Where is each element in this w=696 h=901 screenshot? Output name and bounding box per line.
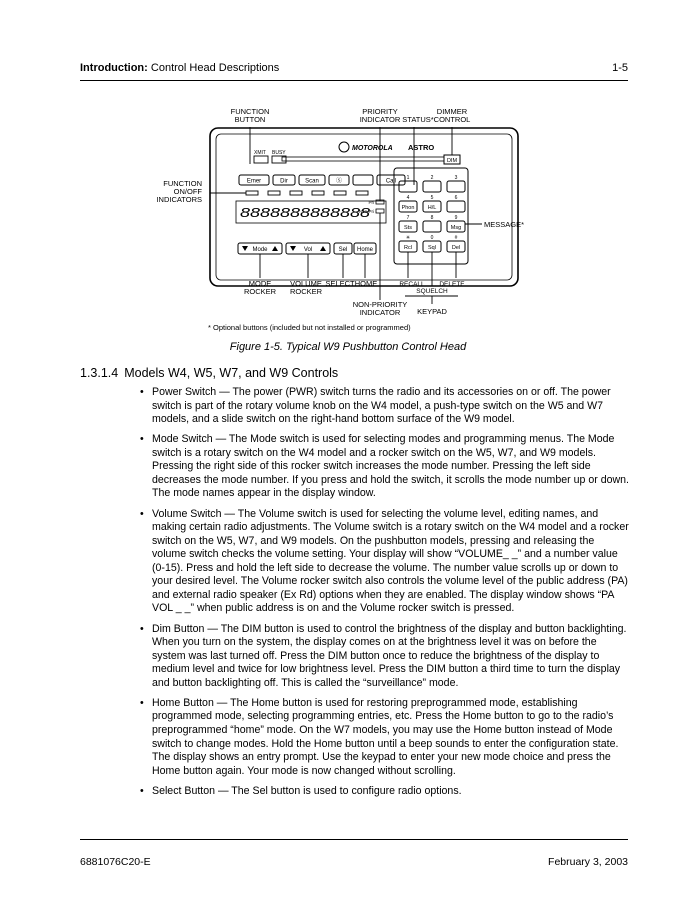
doc-number: 6881076C20-E [80,856,151,868]
btn-label-call: Call [385,178,397,185]
btn-label-vol: Vol [303,247,313,253]
mode-up-arrow-icon [272,246,278,251]
btn-label-home: Home [356,247,374,253]
header-rule [80,80,628,81]
key-label-4: Phon [401,205,415,211]
panel-display: 8888888888888 [240,205,372,220]
key-8 [423,221,441,232]
key-num-0: 0 [430,235,434,241]
label-function-onoff-3: INDICATORS [156,195,202,204]
label-function-onoff-2: ON/OFF [173,187,202,196]
btn-label-scan-list: Ⓢ [335,178,343,185]
figure-footnote: * Optional buttons (included but not installed or programmed) [208,323,411,332]
label-mode-rocker-2: ROCKER [243,287,277,296]
key-num-4: 4 [406,195,410,201]
running-title-subsection: Control Head Descriptions [150,62,280,74]
mode-down-arrow-icon [242,246,248,251]
footer-rule [80,839,628,840]
label-message: MESSAGE* [484,220,525,229]
panel-brand: MOTOROLA [352,145,393,152]
panel-non-pri: Non Pri [358,209,374,214]
key-num-9: 9 [454,215,458,221]
label-recall: RECALL [399,281,425,288]
label-volume-rocker-1: VOLUME [290,279,322,288]
function-indicator [246,191,258,195]
label-dimmer-control-2: CONTROL [433,115,471,124]
label-priority-indicator-1: PRIORITY [362,107,398,116]
list-item-dim-button: • Dim Button — The DIM button is used to control the brightness of the display and button backlighting. When you turn on the system, the display comes on at the brightness level it was on before the system was last turned off. Press the DIM button once to reduce the brightness of the display to medium level and twice for low brightness level. Press the DIM button a third time to turn the display and button backlighting off. This is called the “surveillance” mode. [140,623,630,691]
list-item-volume-switch: • Volume Switch — The Volume switch is used for selecting the volume level, editing names, and making certain radio adjustments. The Volume switch is a rotary switch on the W4 model and a rocker switch on the W5, W7, and W9 models. On the pushbutton models, pressing and releasing the volume switch checks the volume setting. Your display will show “VOLUME_ _” and a number value (0-15). Press and hold the left side to decrease the volume. The number value scrolls up or down to your desired level. The Volume rocker switch also controls the volume level of the public address (PA) and external radio speaker (Ex Rd) options when they are enabled. The display window shows “PA VOL _ _” when public address is on and the Volume rocker switch is pressed. [140,508,630,616]
key-num-star: ✳ [405,235,411,241]
section-number: 1.3.1.4 [80,366,119,380]
key-num-6: 6 [454,195,458,201]
page-number: 1-5 [612,62,628,74]
key-num-8: 8 [430,215,434,221]
doc-date: February 3, 2003 [548,856,628,868]
label-home: HOME [354,279,378,288]
running-title [80,62,279,74]
key-num-5: 5 [430,195,434,201]
label-delete: DELETE [439,281,465,288]
label-non-priority-1: NON-PRIORITY [352,300,408,309]
btn-label-mode: Mode [252,247,268,253]
key-num-1: 1 [406,175,410,181]
panel-model: ASTRO [408,143,435,152]
btn-label-dir: Dir [280,178,288,185]
label-select: SELECT [325,279,355,288]
function-indicator [290,191,302,195]
section-title: Models W4, W5, W7, and W9 Controls [124,366,339,380]
key-6 [447,201,465,212]
key-label-hash: Del [451,245,461,251]
btn-label-scan: Scan [305,178,319,185]
label-function-button-1: FUNCTION [230,107,270,116]
label-squelch: SQUELCH [416,288,448,295]
key-label-star: Rcl [404,245,412,251]
list-item-home-button: • Home Button — The Home button is used for restoring preprogrammed mode, establishing programmed mode, selecting programming entries, etc. Press the Home button to go to the radio’s preprogrammed “home” mode. On the W7 models, you may use the Home button instead of Mode switch to change modes. Hold the Home button until a beep sounds to enter the configuration state. The display shows an entry prompt. Use the keypad to enter your new mode choice and press the Home button again. Your mode is now changed without scrolling. [140,697,630,778]
list-item-power-switch: • Power Switch — The power (PWR) switch turns the radio and its accessories on or off. The power switch is part of the rotary volume knob on the W4 model, a push-type switch on the W5 and W7 models, and a slide switch on the right-hand bottom surface of the W9 model. [140,386,630,427]
key-label-9: Msg [450,225,462,231]
label-status: STATUS* [402,115,434,124]
running-title-section: Introduction: [80,62,148,74]
panel-dim: DIM [446,158,458,164]
key-num-hash: # [454,235,458,241]
non-priority-indicator [376,209,384,213]
label-keypad: KEYPAD [417,307,447,316]
top-strip [282,157,444,161]
label-non-priority-2: INDICATOR [359,308,401,317]
xmit-indicator [254,156,268,163]
list-item-mode-switch: • Mode Switch — The Mode switch is used for selecting modes and programming menus. The Mode switch is a rotary switch on the W4 model and a rocker switch on the W5, W7, and W9 models. Pressing the right side of this rocker switch increases the mode number. Pressing the left side decreases the mode number. If you press and hold the switch, it scrolls the mode number up or down. The mode names appear in the display window. [140,433,630,501]
label-mode-rocker-1: MODE [248,279,272,288]
btn-label-sel: Sel [338,247,348,253]
key-num-2: 2 [430,175,434,181]
control-head-figure [150,100,550,322]
key-label-5: H/L [427,205,437,211]
controls-list [140,386,630,805]
key-label-7: Sts [404,225,412,231]
blank-function-button [353,175,373,185]
section-heading [80,366,338,380]
label-volume-rocker-2: ROCKER [289,287,323,296]
function-indicator [356,191,368,195]
label-function-button-2: BUTTON [234,115,266,124]
function-indicator [268,191,280,195]
function-indicator [312,191,324,195]
function-indicator [334,191,346,195]
key-num-7: 7 [406,215,410,221]
key-label-0: Sql [428,245,436,251]
panel-pri: Pri [368,200,374,205]
panel-busy: BUSY [272,150,286,156]
volume-up-arrow-icon [320,246,326,251]
label-priority-indicator-2: INDICATOR [359,115,401,124]
volume-down-arrow-icon [290,246,296,251]
key-2 [423,181,441,192]
key-3 [447,181,465,192]
list-item-select-button: • Select Button — The Sel button is used to configure radio options. [140,785,630,799]
motorola-logo-icon [339,142,349,152]
panel-xmit: XMIT [254,150,266,156]
figure-caption: Figure 1-5. Typical W9 Pushbutton Control Head [229,341,467,353]
label-function-onoff-1: FUNCTION [163,179,202,188]
key-num-3: 3 [454,175,458,181]
label-dimmer-control-1: DIMMER [436,107,468,116]
btn-label-emer: Emer [246,178,262,185]
